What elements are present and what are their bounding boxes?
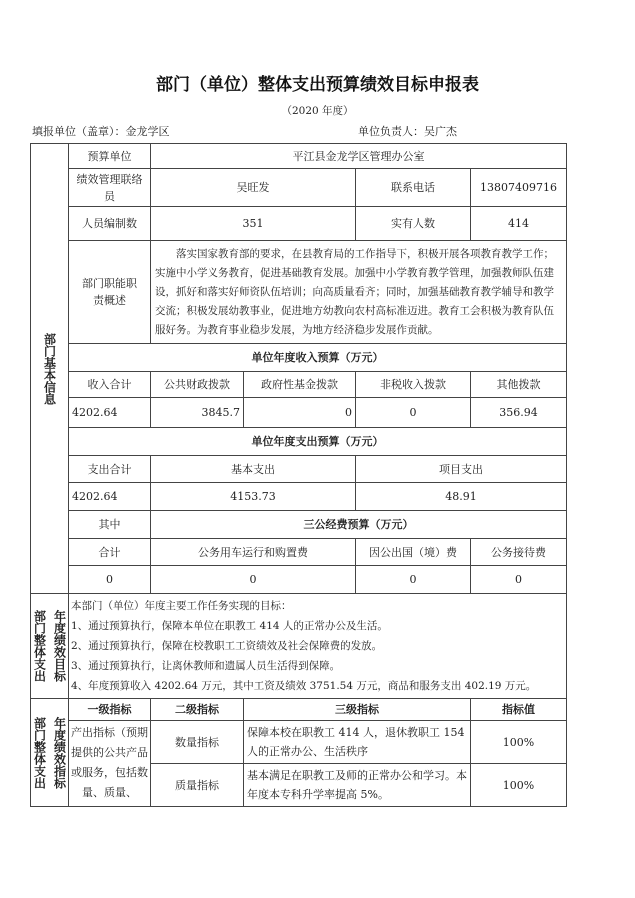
expense-header: 项目支出: [356, 456, 567, 483]
income-value: 4202.64: [69, 398, 151, 428]
three-header: 合计: [69, 539, 151, 566]
budget-unit-label: 预算单位: [69, 144, 151, 169]
of-which-label: 其中: [69, 511, 151, 539]
expense-header: 支出合计: [69, 456, 151, 483]
staff-quota-value: 351: [151, 207, 356, 241]
income-header: 收入合计: [69, 372, 151, 398]
goal-item: 3、通过预算执行，让离休教师和遗属人员生活得到保障。: [71, 660, 341, 672]
three-value: 0: [69, 566, 151, 594]
duty-description: 落实国家教育部的要求，在县教育局的工作指导下，积极开展各项教育教学工作；实施中小学义务教育，促进基础教育发展。加强中小学教育教学管理，加强教师队伍建设，抓好和落实好师资队伍培训；向高质量看齐；同时，加强基础教育教学辅导和教学交流；积极发展幼教事业，促进地方幼教向农村高标准迈进。教育工会积极为教育队伍服好务。为教育事业稳步发展，为地方经济稳步发展作贡献。: [151, 241, 567, 344]
expense-heading: 单位年度支出预算（万元）: [69, 428, 567, 456]
goal-item: 本部门（单位）年度主要工作任务实现的目标：: [71, 600, 292, 612]
level3-indicator: 保障本校在职教工 414 人，退休教职工 154 人的正常办公、生活秩序: [244, 721, 471, 764]
income-value: 0: [244, 398, 356, 428]
contact-value: 吴旺发: [151, 169, 356, 207]
actual-staff-value: 414: [471, 207, 567, 241]
indicator-value: 100%: [471, 721, 567, 764]
section-indicators: 部门整体支出 年度绩效指标: [31, 699, 69, 807]
indicator-value: 100%: [471, 764, 567, 807]
level2-indicator: 质量指标: [151, 764, 244, 807]
income-header: 政府性基金拨款: [244, 372, 356, 398]
income-value: 3845.7: [151, 398, 244, 428]
phone-value: 13807409716: [471, 169, 567, 207]
indicator-header: 一级指标: [69, 699, 151, 721]
level1-indicator: 产出指标（预期提供的公共产品或服务，包括数量、质量、: [69, 721, 151, 807]
income-header: 其他拨款: [471, 372, 567, 398]
income-header: 非税收入拨款: [356, 372, 471, 398]
budget-unit-value: 平江县金龙学区管理办公室: [151, 144, 567, 169]
level2-indicator: 数量指标: [151, 721, 244, 764]
filling-unit: 填报单位（盖章）：金龙学区: [32, 125, 170, 138]
duty-label: 部门职能职责概述: [69, 241, 151, 344]
unit-head: 单位负责人：吴广杰: [358, 125, 457, 138]
income-value: 0: [356, 398, 471, 428]
expense-value: 4153.73: [151, 483, 356, 511]
goal-item: 2、通过预算执行，保障在校教职工工资绩效及社会保障费的发放。: [71, 640, 383, 652]
expense-value: 48.91: [356, 483, 567, 511]
staff-quota-label: 人员编制数: [69, 207, 151, 241]
expense-header: 基本支出: [151, 456, 356, 483]
report-year: （2020 年度）: [281, 105, 354, 117]
three-header: 公务接待费: [471, 539, 567, 566]
indicator-header: 三级指标: [244, 699, 471, 721]
phone-label: 联系电话: [356, 169, 471, 207]
expense-value: 4202.64: [69, 483, 151, 511]
three-value: 0: [471, 566, 567, 594]
section-basic-info: 部门基本信息: [31, 144, 69, 594]
income-heading: 单位年度收入预算（万元）: [69, 344, 567, 372]
contact-label: 绩效管理联络员: [69, 169, 151, 207]
income-value: 356.94: [471, 398, 567, 428]
goals-list: [69, 594, 567, 699]
page-title: 部门（单位）整体支出预算绩效目标申报表: [156, 75, 479, 95]
level3-indicator: 基本满足在职教工及师的正常办公和学习。本年度本专科升学率提高 5%。: [244, 764, 471, 807]
three-header: 公务用车运行和购置费: [151, 539, 356, 566]
goal-item: 1、通过预算执行，保障本单位在职教工 414 人的正常办公及生活。: [71, 620, 388, 632]
goal-item: 4、年度预算收入 4202.64 万元，其中工资及绩效 3751.54 万元，商品和服务支出 402.19 万元。: [71, 680, 537, 692]
section-goals: 部门整体支出 年度绩效目标: [31, 594, 69, 699]
budget-table: [30, 143, 567, 807]
actual-staff-label: 实有人数: [356, 207, 471, 241]
three-header: 因公出国（境）费: [356, 539, 471, 566]
indicator-header: 指标值: [471, 699, 567, 721]
three-value: 0: [356, 566, 471, 594]
indicator-header: 二级指标: [151, 699, 244, 721]
three-public-heading: 三公经费预算（万元）: [151, 511, 567, 539]
income-header: 公共财政拨款: [151, 372, 244, 398]
three-value: 0: [151, 566, 356, 594]
